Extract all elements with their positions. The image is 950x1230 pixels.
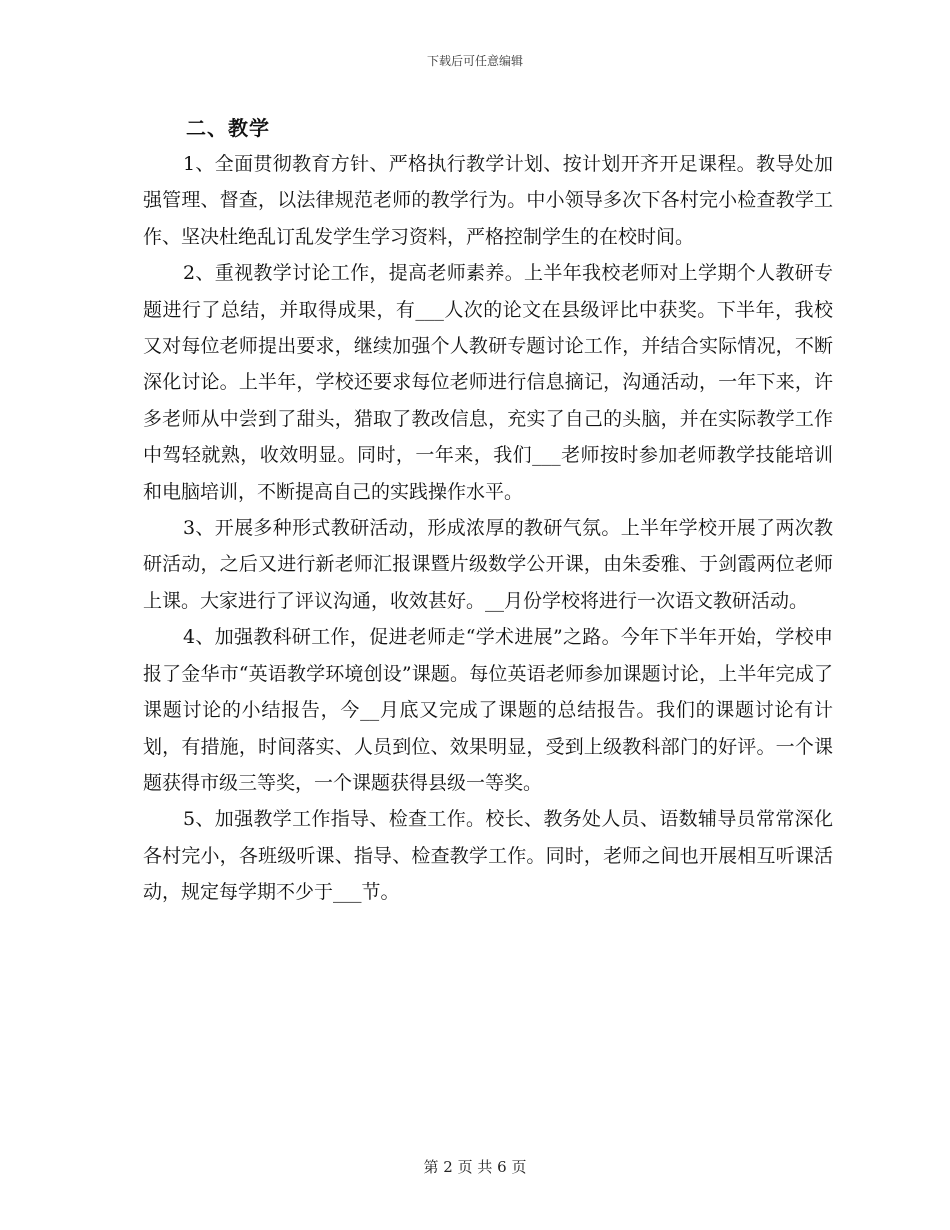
paragraph-3: 3、开展多种形式教研活动，形成浓厚的教研气氛。上半年学校开展了两次教研活动，之后又进行新老师汇报课暨片级数学公开课，由朱委雅、于剑霞两位老师上课。大家进行了评议沟通，收效甚好。__月份学校将进行一次语文教研活动。: [143, 517, 833, 612]
paragraph-4: 4、加强教科研工作，促进老师走“学术进展”之路。今年下半年开始，学校申报了金华市“英语教学环境创设”课题。每位英语老师参加课题讨论，上半年完成了课题讨论的小结报告，今__月底又完成了课题的总结报告。我们的课题讨论有计划，有措施，时间落实、人员到位、效果明显，受到上级教科部门的好评。一个课题获得市级三等奖，一个课题获得县级一等奖。: [143, 626, 833, 794]
paragraph-2: 2、重视教学讨论工作，提高老师素养。上半年我校老师对上学期个人教研专题进行了总结，并取得成果，有___人次的论文在县级评比中获奖。下半年，我校又对每位老师提出要求，继续加强个人教研专题讨论工作，并结合实际情况，不断深化讨论。上半年，学校还要求每位老师进行信息摘记，沟通活动，一年下来，许多老师从中尝到了甜头，猎取了教改信息，充实了自己的头脑，并在实际教学工作中驾轻就熟，收效明显。同时，一年来，我们___老师按时参加老师教学技能培训和电脑培训，不断提高自己的实践操作水平。: [143, 262, 833, 503]
section-title: 二、教学: [186, 116, 270, 140]
page-number: 第 2 页 共 6 页: [423, 1158, 527, 1176]
page-header-note: 下载后可任意编辑: [426, 54, 523, 68]
paragraph-5: 5、加强教学工作指导、检查工作。校长、教务处人员、语数辅导员常常深化各村完小，各班级听课、指导、检查教学工作。同时，老师之间也开展相互听课活动，规定每学期不少于___节。: [143, 808, 833, 904]
paragraph-1: 1、全面贯彻教育方针、严格执行教学计划、按计划开齐开足课程。教导处加强管理、督查，以法律规范老师的教学行为。中小领导多次下各村完小检查教学工作、坚决杜绝乱订乱发学生学习资料，严格控制学生的在校时间。: [143, 153, 833, 248]
document-body: [143, 146, 833, 911]
